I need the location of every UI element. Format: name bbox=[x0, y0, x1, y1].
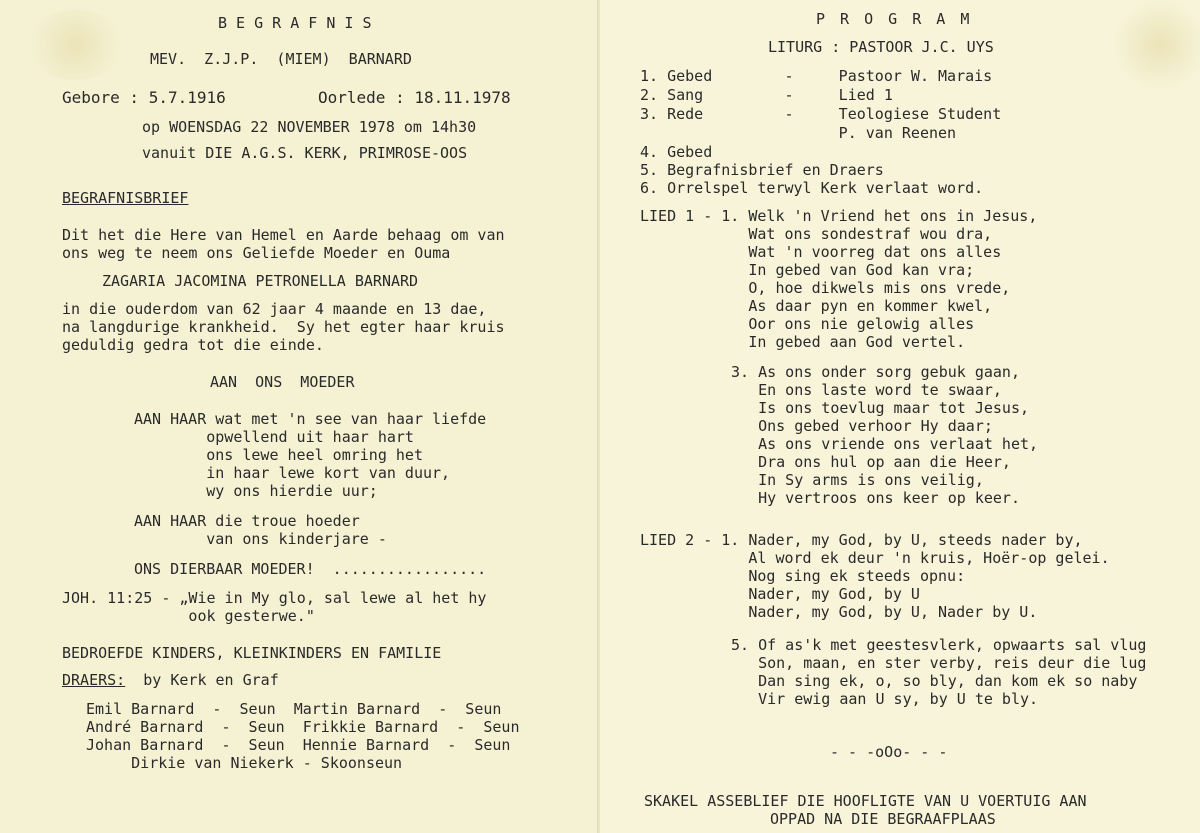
program-item: 1. Gebed - Pastoor W. Marais bbox=[640, 67, 993, 85]
bearer-row: André Barnard - Seun Frikkie Barnard - Seun bbox=[86, 718, 520, 736]
service-place: vanuit DIE A.G.S. KERK, PRIMROSE-OOS bbox=[142, 144, 468, 162]
program-item: 6. Orrelspel terwyl Kerk verlaat word. bbox=[640, 179, 984, 197]
hymn-line: In Sy arms is ons veilig, bbox=[731, 471, 984, 489]
poem-line: wy ons hierdie uur; bbox=[134, 482, 378, 500]
bearers-label: DRAERS: bbox=[62, 671, 126, 689]
hymn-line: En ons laste word te swaar, bbox=[731, 381, 1002, 399]
birth-date: Gebore : 5.7.1916 bbox=[62, 88, 226, 107]
hymn-line: As daar pyn en kommer kwel, bbox=[640, 297, 993, 315]
bearer-row: Johan Barnard - Seun Hennie Barnard - Seun bbox=[86, 736, 511, 754]
left-page bbox=[0, 0, 598, 833]
hymn-line: Oor ons nie gelowig alles bbox=[640, 315, 975, 333]
hymn-line: Dra ons hul op aan die Heer, bbox=[731, 453, 1011, 471]
program-item: 3. Rede - Teologiese Student bbox=[640, 105, 1002, 123]
bearers-heading bbox=[62, 671, 279, 689]
funeral-title: B E G R A F N I S bbox=[218, 14, 372, 32]
hymn-line: Al word ek deur 'n kruis, Hoër-op gelei. bbox=[640, 549, 1110, 567]
letter-line: Dit het die Here van Hemel en Aarde behaag om van bbox=[62, 226, 505, 244]
hymn-line: Wat 'n voorreg dat ons alles bbox=[640, 243, 1002, 261]
paper-stain bbox=[20, 10, 130, 80]
age-line: na langdurige krankheid. Sy het egter haar kruis bbox=[62, 318, 505, 336]
age-line: in die ouderdom van 62 jaar 4 maande en 13 dae, bbox=[62, 300, 487, 318]
hymn-line: LIED 2 - 1. Nader, my God, by U, steeds nader by, bbox=[640, 531, 1083, 549]
hymn-line: Wat ons sondestraf wou dra, bbox=[640, 225, 993, 243]
hymn-line: Ons gebed verhoor Hy daar; bbox=[731, 417, 993, 435]
bible-verse: ook gesterwe." bbox=[62, 607, 315, 625]
hymn-line: As ons vriende ons verlaat het, bbox=[731, 435, 1039, 453]
bearer-row: Emil Barnard - Seun Martin Barnard - Seun bbox=[86, 700, 502, 718]
poem-title: AAN ONS MOEDER bbox=[210, 373, 355, 391]
hymn-line: Vir ewig aan U sy, by U te bly. bbox=[731, 690, 1039, 708]
death-date: Oorlede : 18.11.1978 bbox=[318, 88, 511, 107]
liturgist: LITURG : PASTOOR J.C. UYS bbox=[768, 38, 994, 56]
bearers-suffix: by Kerk en Graf bbox=[125, 671, 279, 689]
service-date: op WOENSDAG 22 NOVEMBER 1978 om 14h30 bbox=[142, 118, 477, 136]
hymn-line: Nader, my God, by U bbox=[640, 585, 920, 603]
hymn-line: O, hoe dikwels mis ons vrede, bbox=[640, 279, 1011, 297]
hymn-line: Nader, my God, by U, Nader by U. bbox=[640, 603, 1038, 621]
dear-mother: ONS DIERBAAR MOEDER! ................. bbox=[134, 560, 487, 578]
hymn-line: Nog sing ek steeds opnu: bbox=[640, 567, 966, 585]
hymn-line: Dan sing ek, o, so bly, dan kom ek so naby bbox=[731, 672, 1138, 690]
hymn-line: In gebed aan God vertel. bbox=[640, 333, 966, 351]
age-line: geduldig gedra tot die einde. bbox=[62, 336, 324, 354]
hymn-line: Son, maan, en ster verby, reis deur die lug bbox=[731, 654, 1147, 672]
right-page bbox=[600, 0, 1200, 833]
deceased-name: MEV. Z.J.P. (MIEM) BARNARD bbox=[150, 50, 412, 68]
poem-line: ons lewe heel omring het bbox=[134, 446, 423, 464]
letter-line: ons weg te neem ons Geliefde Moeder en Ouma bbox=[62, 244, 451, 262]
poem-line: in haar lewe kort van duur, bbox=[134, 464, 451, 482]
hymn-line: In gebed van God kan vra; bbox=[640, 261, 975, 279]
hymn-line: Hy vertroos ons keer op keer. bbox=[731, 489, 1020, 507]
family-line: BEDROEFDE KINDERS, KLEINKINDERS EN FAMILIE bbox=[62, 644, 442, 662]
footer-line: SKAKEL ASSEBLIEF DIE HOOFLIGTE VAN U VOERTUIG AAN bbox=[644, 792, 1087, 810]
letter-heading: BEGRAFNISBRIEF bbox=[62, 189, 189, 207]
poem-line: van ons kinderjare - bbox=[134, 530, 387, 548]
poem-line: AAN HAAR die troue hoeder bbox=[134, 512, 360, 530]
paper-stain bbox=[1110, 0, 1200, 90]
bearer-row: Dirkie van Niekerk - Skoonseun bbox=[86, 754, 403, 772]
hymn-line: Is ons toevlug maar tot Jesus, bbox=[731, 399, 1030, 417]
program-item: P. van Reenen bbox=[640, 124, 957, 142]
program-item: 4. Gebed bbox=[640, 143, 713, 161]
divider: - - -oOo- - - bbox=[830, 743, 948, 761]
program-title: P R O G R A M bbox=[816, 10, 973, 28]
bible-verse: JOH. 11:25 - „Wie in My glo, sal lewe al het hy bbox=[62, 589, 487, 607]
program-item: 2. Sang - Lied 1 bbox=[640, 86, 893, 104]
poem-line: opwellend uit haar hart bbox=[134, 428, 414, 446]
full-name: ZAGARIA JACOMINA PETRONELLA BARNARD bbox=[102, 272, 419, 290]
footer-line: OPPAD NA DIE BEGRAAFPLAAS bbox=[770, 810, 996, 828]
hymn-line: 3. As ons onder sorg gebuk gaan, bbox=[731, 363, 1020, 381]
program-item: 5. Begrafnisbrief en Draers bbox=[640, 161, 884, 179]
hymn-line: LIED 1 - 1. Welk 'n Vriend het ons in Jesus, bbox=[640, 207, 1038, 225]
poem-line: AAN HAAR wat met 'n see van haar liefde bbox=[134, 410, 487, 428]
hymn-line: 5. Of as'k met geestesvlerk, opwaarts sal vlug bbox=[731, 636, 1147, 654]
